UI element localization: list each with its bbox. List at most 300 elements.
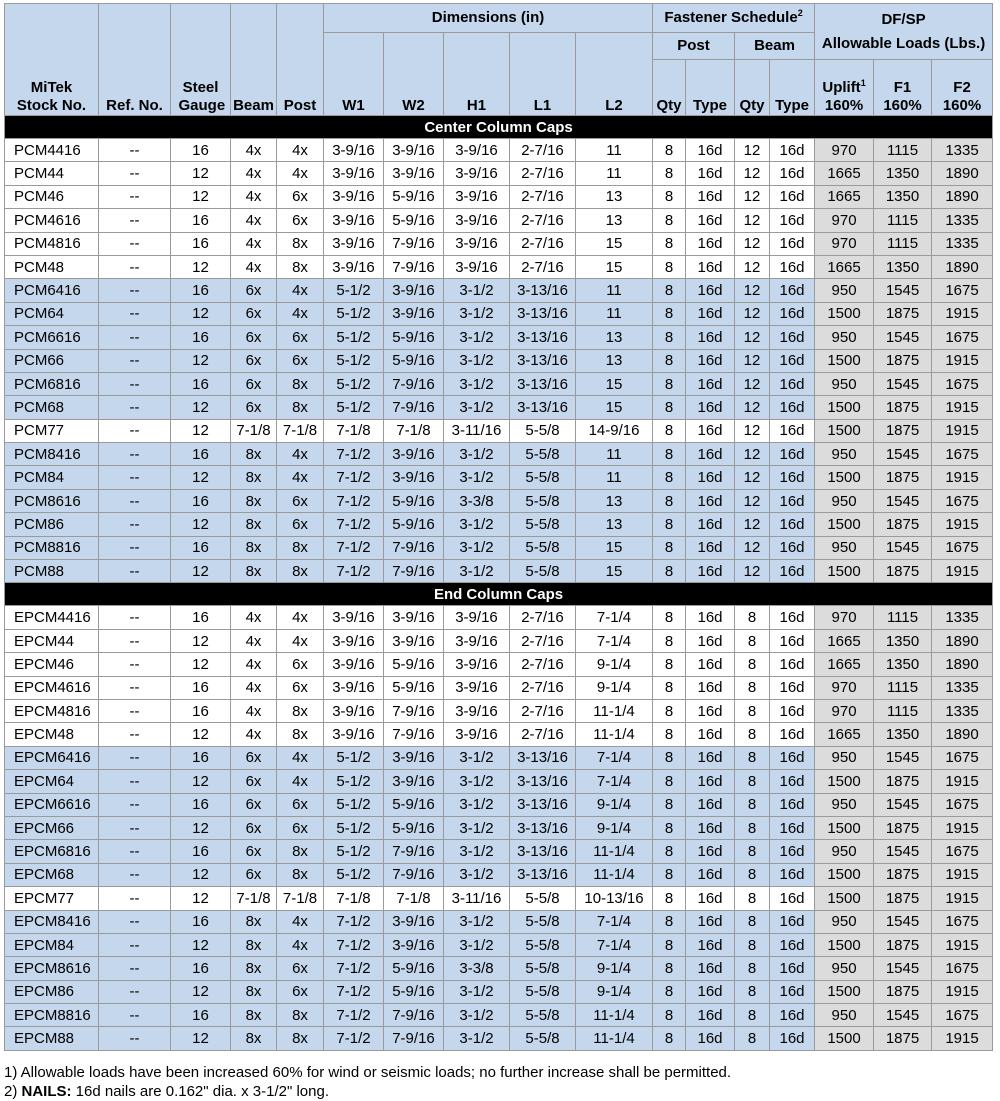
header-uplift-pct: 160% — [824, 97, 864, 114]
table-cell: 8 — [735, 770, 770, 793]
table-cell: 950 — [815, 1004, 874, 1027]
table-cell: 1500 — [815, 887, 874, 910]
table-row — [5, 910, 993, 933]
table-cell: 5-1/2 — [324, 372, 384, 395]
table-cell: 950 — [815, 372, 874, 395]
table-row — [5, 793, 993, 816]
table-cell: EPCM88 — [5, 1027, 99, 1050]
table-cell: 7-1/8 — [324, 887, 384, 910]
table-row — [5, 606, 993, 629]
table-cell: 16 — [171, 840, 231, 863]
table-cell: 3-9/16 — [444, 699, 510, 722]
table-cell: 6x — [277, 349, 324, 372]
table-cell: 9-1/4 — [576, 653, 653, 676]
table-cell: 16d — [770, 629, 815, 652]
table-cell: -- — [99, 279, 171, 302]
table-row — [5, 255, 993, 278]
table-cell: -- — [99, 349, 171, 372]
table-cell: 16d — [686, 466, 735, 489]
header-fastener-post: Post — [653, 33, 735, 60]
table-cell: -- — [99, 957, 171, 980]
table-cell: 11 — [576, 279, 653, 302]
table-cell: EPCM68 — [5, 863, 99, 886]
table-cell: 16d — [770, 372, 815, 395]
table-cell: 8 — [653, 887, 686, 910]
header-beam: Beam — [231, 4, 277, 116]
table-cell: 1500 — [815, 396, 874, 419]
table-cell: 1915 — [932, 466, 993, 489]
table-cell: 2-7/16 — [510, 185, 576, 208]
table-cell: 1665 — [815, 162, 874, 185]
table-cell: 950 — [815, 840, 874, 863]
table-cell: 3-1/2 — [444, 816, 510, 839]
table-cell: 16d — [770, 466, 815, 489]
table-cell: 16 — [171, 372, 231, 395]
table-cell: 1675 — [932, 443, 993, 466]
table-cell: 3-9/16 — [384, 466, 444, 489]
table-cell: 1875 — [874, 887, 932, 910]
table-cell: 1500 — [815, 933, 874, 956]
table-cell: 5-5/8 — [510, 443, 576, 466]
header-post: Post — [277, 4, 324, 116]
table-cell: 9-1/4 — [576, 793, 653, 816]
table-cell: 3-1/2 — [444, 933, 510, 956]
table-cell: 7-1/4 — [576, 746, 653, 769]
table-cell: 16d — [686, 326, 735, 349]
table-cell: PCM8816 — [5, 536, 99, 559]
table-cell: -- — [99, 1004, 171, 1027]
table-cell: 7-1/2 — [324, 1027, 384, 1050]
table-cell: 1875 — [874, 349, 932, 372]
table-cell: 5-5/8 — [510, 536, 576, 559]
header-f1 — [874, 60, 932, 116]
table-cell: 16d — [770, 513, 815, 536]
table-cell: EPCM66 — [5, 816, 99, 839]
table-cell: 12 — [171, 933, 231, 956]
table-cell: 4x — [231, 139, 277, 162]
table-cell: 970 — [815, 139, 874, 162]
table-cell: 15 — [576, 232, 653, 255]
table-cell: EPCM48 — [5, 723, 99, 746]
table-cell: 16d — [770, 255, 815, 278]
table-cell: EPCM8616 — [5, 957, 99, 980]
table-cell: 1890 — [932, 185, 993, 208]
table-cell: 16d — [686, 653, 735, 676]
table-cell: 7-9/16 — [384, 863, 444, 886]
table-cell: 5-9/16 — [384, 209, 444, 232]
table-cell: 4x — [277, 910, 324, 933]
table-cell: -- — [99, 255, 171, 278]
table-cell: 5-1/2 — [324, 302, 384, 325]
table-cell: 8 — [653, 162, 686, 185]
table-row — [5, 185, 993, 208]
table-cell: 950 — [815, 489, 874, 512]
table-cell: 3-1/2 — [444, 1027, 510, 1050]
table-cell: PCM46 — [5, 185, 99, 208]
table-cell: 950 — [815, 443, 874, 466]
table-cell: 4x — [231, 232, 277, 255]
table-cell: 1915 — [932, 770, 993, 793]
table-cell: 4x — [231, 676, 277, 699]
table-cell: 16d — [686, 302, 735, 325]
table-cell: 11-1/4 — [576, 840, 653, 863]
table-cell: 8 — [653, 139, 686, 162]
table-cell: 16 — [171, 279, 231, 302]
table-row — [5, 699, 993, 722]
table-cell: 16d — [686, 840, 735, 863]
table-cell: 3-13/16 — [510, 840, 576, 863]
table-cell: 1545 — [874, 793, 932, 816]
table-cell: 8 — [653, 185, 686, 208]
table-row — [5, 513, 993, 536]
table-cell: 12 — [735, 302, 770, 325]
table-cell: 1675 — [932, 1004, 993, 1027]
table-cell: 950 — [815, 957, 874, 980]
table-cell: 5-5/8 — [510, 513, 576, 536]
table-cell: 1545 — [874, 489, 932, 512]
table-cell: 16d — [770, 793, 815, 816]
table-cell: 7-1/8 — [231, 887, 277, 910]
table-cell: 7-1/4 — [576, 629, 653, 652]
table-cell: 8 — [735, 629, 770, 652]
table-cell: 8 — [653, 910, 686, 933]
table-cell: -- — [99, 606, 171, 629]
table-cell: 12 — [735, 560, 770, 583]
table-cell: 5-5/8 — [510, 887, 576, 910]
table-cell: 7-9/16 — [384, 560, 444, 583]
table-cell: 1875 — [874, 396, 932, 419]
table-cell: 2-7/16 — [510, 606, 576, 629]
table-cell: 16d — [686, 606, 735, 629]
table-cell: 1335 — [932, 232, 993, 255]
table-cell: 1545 — [874, 1004, 932, 1027]
uplift-footnote-mark: 1 — [860, 78, 866, 88]
table-cell: 1890 — [932, 723, 993, 746]
table-cell: 12 — [171, 419, 231, 442]
table-cell: 4x — [277, 933, 324, 956]
table-cell: 6x — [277, 676, 324, 699]
table-cell: 6x — [277, 653, 324, 676]
table-cell: 6x — [231, 816, 277, 839]
table-cell: 16d — [686, 560, 735, 583]
table-cell: 3-1/2 — [444, 349, 510, 372]
table-cell: 8x — [277, 1027, 324, 1050]
table-row — [5, 816, 993, 839]
table-cell: 1350 — [874, 629, 932, 652]
table-cell: 5-5/8 — [510, 933, 576, 956]
table-cell: 970 — [815, 606, 874, 629]
table-cell: 16d — [686, 910, 735, 933]
table-cell: 12 — [171, 302, 231, 325]
table-cell: 8 — [735, 723, 770, 746]
table-cell: -- — [99, 489, 171, 512]
table-cell: EPCM6816 — [5, 840, 99, 863]
table-cell: 3-1/2 — [444, 536, 510, 559]
table-row — [5, 980, 993, 1003]
table-cell: 11-1/4 — [576, 1027, 653, 1050]
table-cell: 5-1/2 — [324, 326, 384, 349]
table-cell: 5-1/2 — [324, 816, 384, 839]
table-cell: 3-1/2 — [444, 372, 510, 395]
table-cell: 950 — [815, 536, 874, 559]
table-cell: 8x — [231, 443, 277, 466]
table-cell: 5-1/2 — [324, 279, 384, 302]
table-cell: 3-9/16 — [324, 653, 384, 676]
table-cell: 1915 — [932, 349, 993, 372]
header-stock-no-line1: MiTek Stock No. — [16, 79, 87, 114]
table-cell: 15 — [576, 396, 653, 419]
table-cell: -- — [99, 419, 171, 442]
table-cell: 8 — [653, 209, 686, 232]
table-cell: 12 — [171, 349, 231, 372]
table-row — [5, 396, 993, 419]
table-cell: 16d — [686, 1004, 735, 1027]
table-cell: 7-1/2 — [324, 536, 384, 559]
table-cell: 3-9/16 — [444, 139, 510, 162]
table-cell: 3-11/16 — [444, 887, 510, 910]
table-cell: 3-9/16 — [324, 162, 384, 185]
table-cell: 5-5/8 — [510, 957, 576, 980]
table-cell: EPCM44 — [5, 629, 99, 652]
table-cell: 16d — [686, 746, 735, 769]
table-cell: 16 — [171, 746, 231, 769]
table-cell: 12 — [171, 980, 231, 1003]
table-row — [5, 209, 993, 232]
table-row — [5, 1027, 993, 1050]
header-uplift — [815, 60, 874, 116]
table-cell: 3-9/16 — [324, 676, 384, 699]
table-cell: 12 — [735, 489, 770, 512]
table-cell: 1545 — [874, 746, 932, 769]
table-cell: 3-9/16 — [324, 629, 384, 652]
table-cell: 1545 — [874, 957, 932, 980]
table-cell: 8 — [653, 279, 686, 302]
footnote-2-number: 2) — [4, 1083, 22, 1100]
table-cell: 12 — [735, 349, 770, 372]
table-cell: 3-9/16 — [384, 770, 444, 793]
table-row — [5, 443, 993, 466]
table-cell: 13 — [576, 209, 653, 232]
table-cell: 1675 — [932, 279, 993, 302]
table-cell: 16d — [686, 723, 735, 746]
table-cell: 4x — [277, 139, 324, 162]
table-cell: 5-9/16 — [384, 489, 444, 512]
table-cell: 8 — [735, 957, 770, 980]
table-cell: 8x — [277, 536, 324, 559]
table-cell: 16d — [686, 629, 735, 652]
table-cell: EPCM4816 — [5, 699, 99, 722]
table-cell: 12 — [735, 209, 770, 232]
table-cell: 1350 — [874, 653, 932, 676]
table-cell: 16d — [686, 396, 735, 419]
table-cell: -- — [99, 980, 171, 1003]
table-cell: -- — [99, 560, 171, 583]
table-cell: 11 — [576, 466, 653, 489]
table-cell: 16d — [770, 863, 815, 886]
table-cell: 16d — [686, 349, 735, 372]
table-cell: 1500 — [815, 466, 874, 489]
table-cell: 5-1/2 — [324, 349, 384, 372]
table-cell: 4x — [231, 209, 277, 232]
table-row — [5, 957, 993, 980]
table-row — [5, 302, 993, 325]
table-cell: 16d — [770, 443, 815, 466]
table-cell: 1875 — [874, 513, 932, 536]
table-cell: 8 — [653, 863, 686, 886]
table-cell: 6x — [277, 957, 324, 980]
table-cell: 8 — [653, 699, 686, 722]
section-title: End Column Caps — [5, 583, 993, 606]
table-cell: 2-7/16 — [510, 629, 576, 652]
table-cell: 16d — [686, 699, 735, 722]
table-cell: 8 — [653, 536, 686, 559]
table-cell: 16 — [171, 957, 231, 980]
table-cell: 1335 — [932, 676, 993, 699]
table-cell: 1545 — [874, 372, 932, 395]
table-cell: -- — [99, 793, 171, 816]
table-cell: 2-7/16 — [510, 232, 576, 255]
footnote-1: 1) Allowable loads have been increased 60% for wind or seismic loads; no further increase shall be permitted. — [4, 1064, 732, 1081]
table-cell: 7-1/2 — [324, 489, 384, 512]
table-cell: 3-1/2 — [444, 910, 510, 933]
table-cell: 12 — [735, 372, 770, 395]
table-row — [5, 1004, 993, 1027]
table-cell: 15 — [576, 372, 653, 395]
table-cell: 8 — [653, 560, 686, 583]
table-cell: 7-1/8 — [277, 419, 324, 442]
table-cell: 16 — [171, 793, 231, 816]
table-cell: 8 — [653, 676, 686, 699]
table-cell: 16d — [770, 1004, 815, 1027]
table-cell: 7-1/4 — [576, 910, 653, 933]
table-cell: 16d — [770, 139, 815, 162]
table-cell: 10-13/16 — [576, 887, 653, 910]
table-cell: -- — [99, 302, 171, 325]
table-cell: 3-1/2 — [444, 770, 510, 793]
table-cell: 12 — [171, 629, 231, 652]
table-cell: 3-9/16 — [444, 606, 510, 629]
table-cell: PCM6616 — [5, 326, 99, 349]
table-cell: 5-1/2 — [324, 396, 384, 419]
table-cell: 1675 — [932, 957, 993, 980]
table-cell: 5-1/2 — [324, 770, 384, 793]
table-cell: 8 — [653, 793, 686, 816]
table-cell: 1500 — [815, 560, 874, 583]
table-cell: 16d — [770, 887, 815, 910]
table-cell: 16d — [770, 699, 815, 722]
table-cell: 7-1/2 — [324, 513, 384, 536]
table-cell: 5-5/8 — [510, 1004, 576, 1027]
table-cell: 16d — [686, 1027, 735, 1050]
table-cell: 16d — [686, 279, 735, 302]
table-cell: 8 — [653, 1004, 686, 1027]
table-cell: 8x — [231, 513, 277, 536]
table-cell: 8 — [653, 396, 686, 419]
footnote-2-text: 16d nails are 0.162" dia. x 3-1/2" long. — [71, 1083, 329, 1100]
table-row — [5, 746, 993, 769]
table-cell: 16 — [171, 489, 231, 512]
table-cell: 4x — [231, 629, 277, 652]
table-cell: 12 — [171, 770, 231, 793]
table-cell: -- — [99, 699, 171, 722]
table-cell: 8 — [735, 887, 770, 910]
table-cell: 1675 — [932, 910, 993, 933]
table-cell: 970 — [815, 209, 874, 232]
table-cell: 8 — [735, 746, 770, 769]
table-cell: 16 — [171, 910, 231, 933]
table-cell: 1115 — [874, 139, 932, 162]
header-w1: W1 — [324, 33, 384, 116]
table-cell: 16d — [686, 162, 735, 185]
table-cell: 3-9/16 — [324, 606, 384, 629]
table-cell: 3-13/16 — [510, 770, 576, 793]
table-cell: 8 — [653, 723, 686, 746]
table-cell: 1875 — [874, 863, 932, 886]
table-cell: 1675 — [932, 326, 993, 349]
table-cell: -- — [99, 887, 171, 910]
table-cell: 12 — [171, 255, 231, 278]
header-f2 — [932, 60, 993, 116]
table-cell: 7-1/2 — [324, 443, 384, 466]
table-cell: 8x — [231, 980, 277, 1003]
table-cell: 12 — [735, 396, 770, 419]
table-cell: 9-1/4 — [576, 980, 653, 1003]
table-cell: 950 — [815, 279, 874, 302]
table-cell: 5-5/8 — [510, 980, 576, 1003]
table-cell: EPCM84 — [5, 933, 99, 956]
table-cell: 7-9/16 — [384, 372, 444, 395]
table-cell: 8 — [653, 489, 686, 512]
table-cell: 3-1/2 — [444, 396, 510, 419]
table-cell: 7-9/16 — [384, 1027, 444, 1050]
table-cell: 8 — [735, 699, 770, 722]
table-cell: 1915 — [932, 863, 993, 886]
table-cell: 16d — [686, 863, 735, 886]
table-cell: 3-1/2 — [444, 513, 510, 536]
table-cell: 7-9/16 — [384, 1004, 444, 1027]
table-cell: 1875 — [874, 1027, 932, 1050]
table-cell: 16 — [171, 139, 231, 162]
table-cell: 16d — [770, 910, 815, 933]
table-cell: 950 — [815, 326, 874, 349]
table-cell: 7-1/2 — [324, 560, 384, 583]
table-cell: 3-9/16 — [444, 162, 510, 185]
header-w2: W2 — [384, 33, 444, 116]
table-cell: 7-1/8 — [231, 419, 277, 442]
table-cell: 1665 — [815, 255, 874, 278]
table-cell: 16d — [770, 349, 815, 372]
table-cell: 3-1/2 — [444, 980, 510, 1003]
table-cell: 16d — [686, 232, 735, 255]
table-cell: 4x — [231, 255, 277, 278]
table-cell: 2-7/16 — [510, 255, 576, 278]
table-cell: 1500 — [815, 349, 874, 372]
table-cell: -- — [99, 443, 171, 466]
table-cell: 5-9/16 — [384, 513, 444, 536]
table-cell: 12 — [735, 162, 770, 185]
table-cell: 8 — [735, 653, 770, 676]
table-cell: 7-9/16 — [384, 699, 444, 722]
table-cell: 8 — [653, 629, 686, 652]
table-cell: 12 — [171, 863, 231, 886]
table-cell: 1875 — [874, 816, 932, 839]
table-cell: 1915 — [932, 513, 993, 536]
table-cell: 5-9/16 — [384, 957, 444, 980]
table-cell: 16d — [770, 162, 815, 185]
table-cell: 11 — [576, 443, 653, 466]
table-cell: 8 — [735, 980, 770, 1003]
table-cell: 8x — [277, 255, 324, 278]
